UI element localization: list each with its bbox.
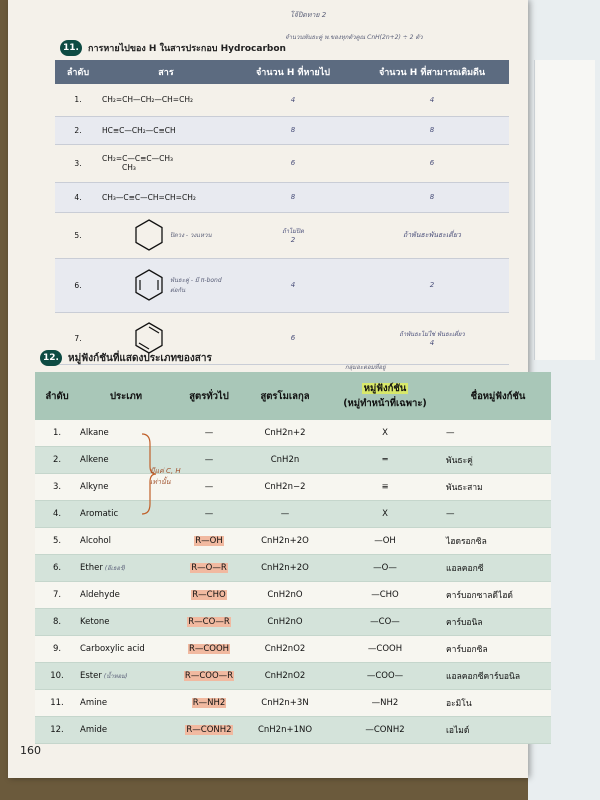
table-row — [35, 474, 551, 501]
row-order: 5. — [35, 528, 79, 555]
row-order: 12. — [35, 717, 79, 744]
row-functional-group: —COOH — [325, 636, 445, 663]
row-functional-group: —OH — [325, 528, 445, 555]
row-functional-group: —CONH2 — [325, 717, 445, 744]
row-type: Ether (อีเธอร์) — [79, 555, 173, 582]
row-group-name: คาร์บอนิล — [445, 609, 551, 636]
row-molecular-formula: CnH2nO2 — [245, 636, 325, 663]
cyclohexane-structure — [132, 218, 166, 252]
header-general-formula: สูตรทั่วไป — [173, 372, 245, 420]
formula: CH₃—C≡C—CH=CH=CH₂ — [101, 182, 231, 212]
row-order: 4. — [35, 501, 79, 528]
row-general-formula: R—CO—R — [173, 609, 245, 636]
row-group-name: แอลคอกซี — [445, 555, 551, 582]
table-row — [35, 528, 551, 555]
row-molecular-formula: CnH2n+2O — [245, 555, 325, 582]
top-handnote: โจ้ปิดทาย 2 — [290, 11, 327, 19]
table-row — [35, 636, 551, 663]
row-group-name: พันธะสาม — [445, 474, 551, 501]
formula: CH₂=CH—CH₂—CH=CH₂ — [101, 84, 231, 116]
row-functional-group: —O— — [325, 555, 445, 582]
row-order: 2. — [35, 447, 79, 474]
row-molecular-formula: CnH2nO2 — [245, 663, 325, 690]
functional-group-table — [35, 372, 551, 744]
page-number: 160 — [20, 744, 41, 757]
row-molecular-formula: CnH2n+3N — [245, 690, 325, 717]
section-11-handnote: จำนวนพันธะคู่ พ.ของทุกตัวคูณ CnH(2n+2) ÷ 2 ตัว — [285, 34, 423, 41]
row-type: Ketone — [79, 609, 173, 636]
row-type: Aromatic — [79, 501, 173, 528]
row-functional-group: X — [325, 420, 445, 447]
table-row: 4. CH₃—C≡C—CH=CH=CH₂ 8 8 — [55, 182, 509, 212]
row-functional-group: ≡ — [325, 474, 445, 501]
table-row — [35, 582, 551, 609]
section-12-badge: 12. — [40, 350, 62, 366]
row-group-name: อะมิโน — [445, 690, 551, 717]
row-type: Amine — [79, 690, 173, 717]
row-group-name: — — [445, 501, 551, 528]
row-functional-group: —COO— — [325, 663, 445, 690]
row-order: 3. — [35, 474, 79, 501]
row-group-name: คาร์บอกซาลดีไฮด์ — [445, 582, 551, 609]
row-molecular-formula: CnH2nO — [245, 609, 325, 636]
row-order: 10. — [35, 663, 79, 690]
row-general-formula: R—COOH — [173, 636, 245, 663]
table-row — [35, 420, 551, 447]
section-11-title: การหายไปของ H ในสารประกอบ Hydrocarbon — [88, 44, 286, 54]
header-substance: สาร — [101, 60, 231, 84]
row-general-formula: — — [173, 501, 245, 528]
row-general-formula: R—OH — [173, 528, 245, 555]
header-molecular-formula: สูตรโมเลกุล — [245, 372, 325, 420]
row-molecular-formula: — — [245, 501, 325, 528]
row-type: Carboxylic acid — [79, 636, 173, 663]
row-molecular-formula: CnH2n+1NO — [245, 717, 325, 744]
header-functional-group: หมู่ฟังก์ชัน (หมู่ทำหน้าที่เฉพาะ) — [325, 372, 445, 420]
table-row: 7. 6 ถ้าพันธะไม่ใช่ พันธะเดี่ยว 4 — [55, 312, 509, 364]
table-row — [35, 447, 551, 474]
row-general-formula: R—O—R — [173, 555, 245, 582]
row-molecular-formula: CnH2n+2 — [245, 420, 325, 447]
row-order: 6. — [35, 555, 79, 582]
row-group-name: พันธะคู่ — [445, 447, 551, 474]
row-order: 1. — [35, 420, 79, 447]
header-type: ประเภท — [79, 372, 173, 420]
row-general-formula: — — [173, 447, 245, 474]
section-11-heading — [60, 40, 286, 56]
table-row: 2. HC≡C—CH₂—C≡CH 8 8 — [55, 116, 509, 144]
row-type: Amide — [79, 717, 173, 744]
row-general-formula: R—COO—R — [173, 663, 245, 690]
section-12-title: หมู่ฟังก์ชันที่แสดงประเภทของสาร — [68, 352, 212, 364]
row-general-formula: — — [173, 420, 245, 447]
row-group-name: เอไมด์ — [445, 717, 551, 744]
row-general-formula: R—CONH2 — [173, 717, 245, 744]
table-row — [35, 690, 551, 717]
row-type: Alkene — [79, 447, 173, 474]
section-11-badge: 11. — [60, 40, 82, 56]
cyclohexadiene-structure — [132, 268, 166, 302]
row-type: Alkane — [79, 420, 173, 447]
table-row: 6. พันธะคู่ - มี π-bond ต่อกัน 4 2 — [55, 258, 509, 312]
table-row: 1. CH₂=CH—CH₂—CH=CH₂ 4 4 — [55, 84, 509, 116]
row-functional-group: —CHO — [325, 582, 445, 609]
row-molecular-formula: CnH2n+2O — [245, 528, 325, 555]
bracket-note: มีแค่ C, H เท่านั้น — [150, 467, 181, 486]
row-functional-group: —CO— — [325, 609, 445, 636]
header-h-lost: จำนวน H ที่หายไป — [231, 60, 355, 84]
row-functional-group: X — [325, 501, 445, 528]
table-row — [35, 717, 551, 744]
header-h-addable: จำนวน H ที่สามารถเติมดีน — [355, 60, 509, 84]
row-type: Ester (น้ำหอม) — [79, 663, 173, 690]
row-molecular-formula: CnH2n — [245, 447, 325, 474]
row-functional-group: —NH2 — [325, 690, 445, 717]
table-row — [35, 663, 551, 690]
row-order: 9. — [35, 636, 79, 663]
row-group-name: คาร์บอกซิล — [445, 636, 551, 663]
row-group-name: แอลคอกซีคาร์บอนิล — [445, 663, 551, 690]
row-group-name: — — [445, 420, 551, 447]
row-molecular-formula: CnH2n−2 — [245, 474, 325, 501]
formula: CH₂=C—C≡C—CH₃ CH₃ — [101, 144, 231, 182]
row-molecular-formula: CnH2nO — [245, 582, 325, 609]
table-row: 5. ปิดวง - วงแหวน ถ้าไม่ปิด 2 ถ้าพันธะพันธะเดี่ยว — [55, 212, 509, 258]
row-type: Alcohol — [79, 528, 173, 555]
row-general-formula: R—NH2 — [173, 690, 245, 717]
table-row — [35, 609, 551, 636]
row-general-formula: R—CHO — [173, 582, 245, 609]
hydrocarbon-table — [55, 60, 509, 365]
table-row — [35, 555, 551, 582]
row-order: 11. — [35, 690, 79, 717]
row-general-formula: — — [173, 474, 245, 501]
row-order: 7. — [35, 582, 79, 609]
row-type: Aldehyde — [79, 582, 173, 609]
section-12-handnote: กลุ่มอะตอมที่อยู่ — [345, 364, 386, 371]
row-order: 8. — [35, 609, 79, 636]
row-functional-group: ═ — [325, 447, 445, 474]
header-order: ลำดับ — [35, 372, 79, 420]
table-row — [35, 501, 551, 528]
row-group-name: ไฮดรอกซิล — [445, 528, 551, 555]
section-12-heading — [40, 350, 212, 366]
table-row: 3. CH₂=C—C≡C—CH₃ CH₃ 6 6 — [55, 144, 509, 182]
formula: HC≡C—CH₂—C≡CH — [101, 116, 231, 144]
header-order: ลำดับ — [55, 60, 101, 84]
header-group-name: ชื่อหมู่ฟังก์ชัน — [445, 372, 551, 420]
row-type: Alkyne — [79, 474, 173, 501]
